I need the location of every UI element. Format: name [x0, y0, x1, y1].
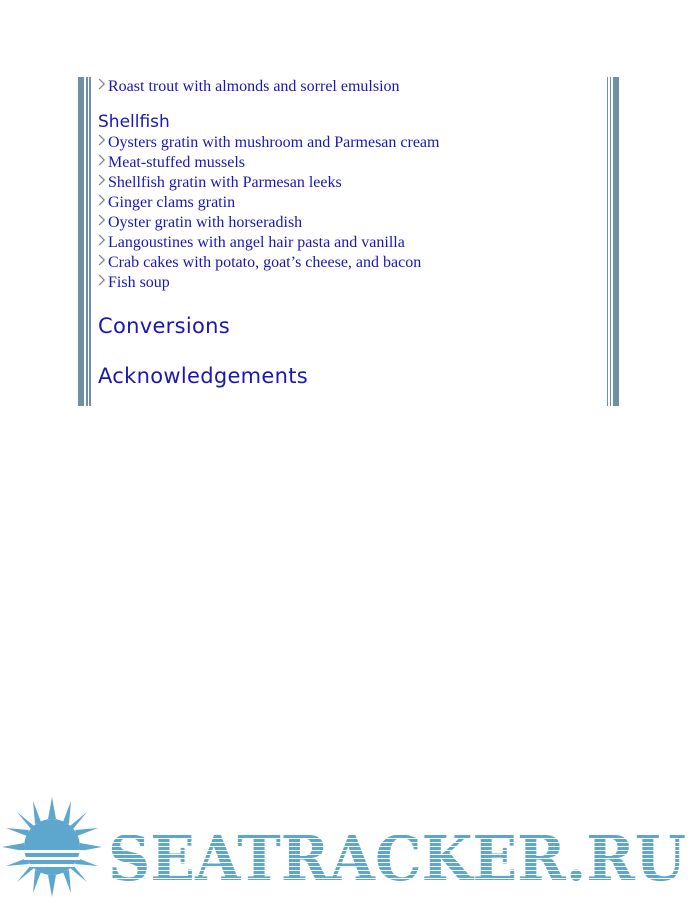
table-of-contents: [98, 77, 599, 390]
chevron-right-icon: [98, 234, 106, 248]
right-border-ornament: [605, 77, 619, 406]
toc-link-label: Fish soup: [108, 274, 170, 291]
toc-link-label: Crab cakes with potato, goat’s cheese, and bacon: [108, 254, 422, 271]
chevron-right-icon: [98, 214, 106, 228]
toc-link-label: Meat-stuffed mussels: [108, 154, 246, 171]
toc-link-item[interactable]: [98, 233, 599, 253]
chevron-right-icon: [98, 78, 106, 92]
chevron-right-icon: [98, 154, 106, 168]
toc-link-label: Shellfish gratin with Parmesan leeks: [108, 174, 342, 191]
toc-link-label: Roast trout with almonds and sorrel emulsion: [108, 78, 400, 95]
shellfish-list: [98, 133, 599, 293]
watermark-graphic: [0, 795, 695, 900]
section-heading-acknowledgements[interactable]: Acknowledgements: [98, 364, 309, 388]
toc-link-item[interactable]: [98, 173, 599, 193]
section-heading-conversions[interactable]: Conversions: [98, 314, 230, 338]
watermark: [0, 795, 695, 900]
chevron-right-icon: [98, 274, 106, 288]
toc-link-label: Oyster gratin with horseradish: [108, 214, 303, 231]
chevron-right-icon: [98, 194, 106, 208]
watermark-text: SEATRACKER.RU: [108, 822, 686, 895]
page-frame: [78, 77, 619, 406]
chevron-right-icon: [98, 254, 106, 268]
chevron-right-icon: [98, 134, 106, 148]
toc-link-item[interactable]: [98, 213, 599, 233]
toc-link-item[interactable]: [98, 273, 599, 293]
sun-icon: [2, 797, 102, 897]
left-border-ornament: [78, 77, 92, 406]
toc-link-roast-trout[interactable]: [98, 77, 599, 97]
toc-link-item[interactable]: [98, 253, 599, 273]
chevron-right-icon: [98, 174, 106, 188]
toc-link-label: Langoustines with angel hair pasta and vanilla: [108, 234, 405, 251]
toc-link-item[interactable]: [98, 133, 599, 153]
toc-link-label: Ginger clams gratin: [108, 194, 236, 211]
toc-link-label: Oysters gratin with mushroom and Parmesan cream: [108, 134, 440, 151]
toc-link-item[interactable]: [98, 193, 599, 213]
toc-link-item[interactable]: [98, 153, 599, 173]
section-heading-shellfish[interactable]: Shellfish: [98, 112, 170, 132]
